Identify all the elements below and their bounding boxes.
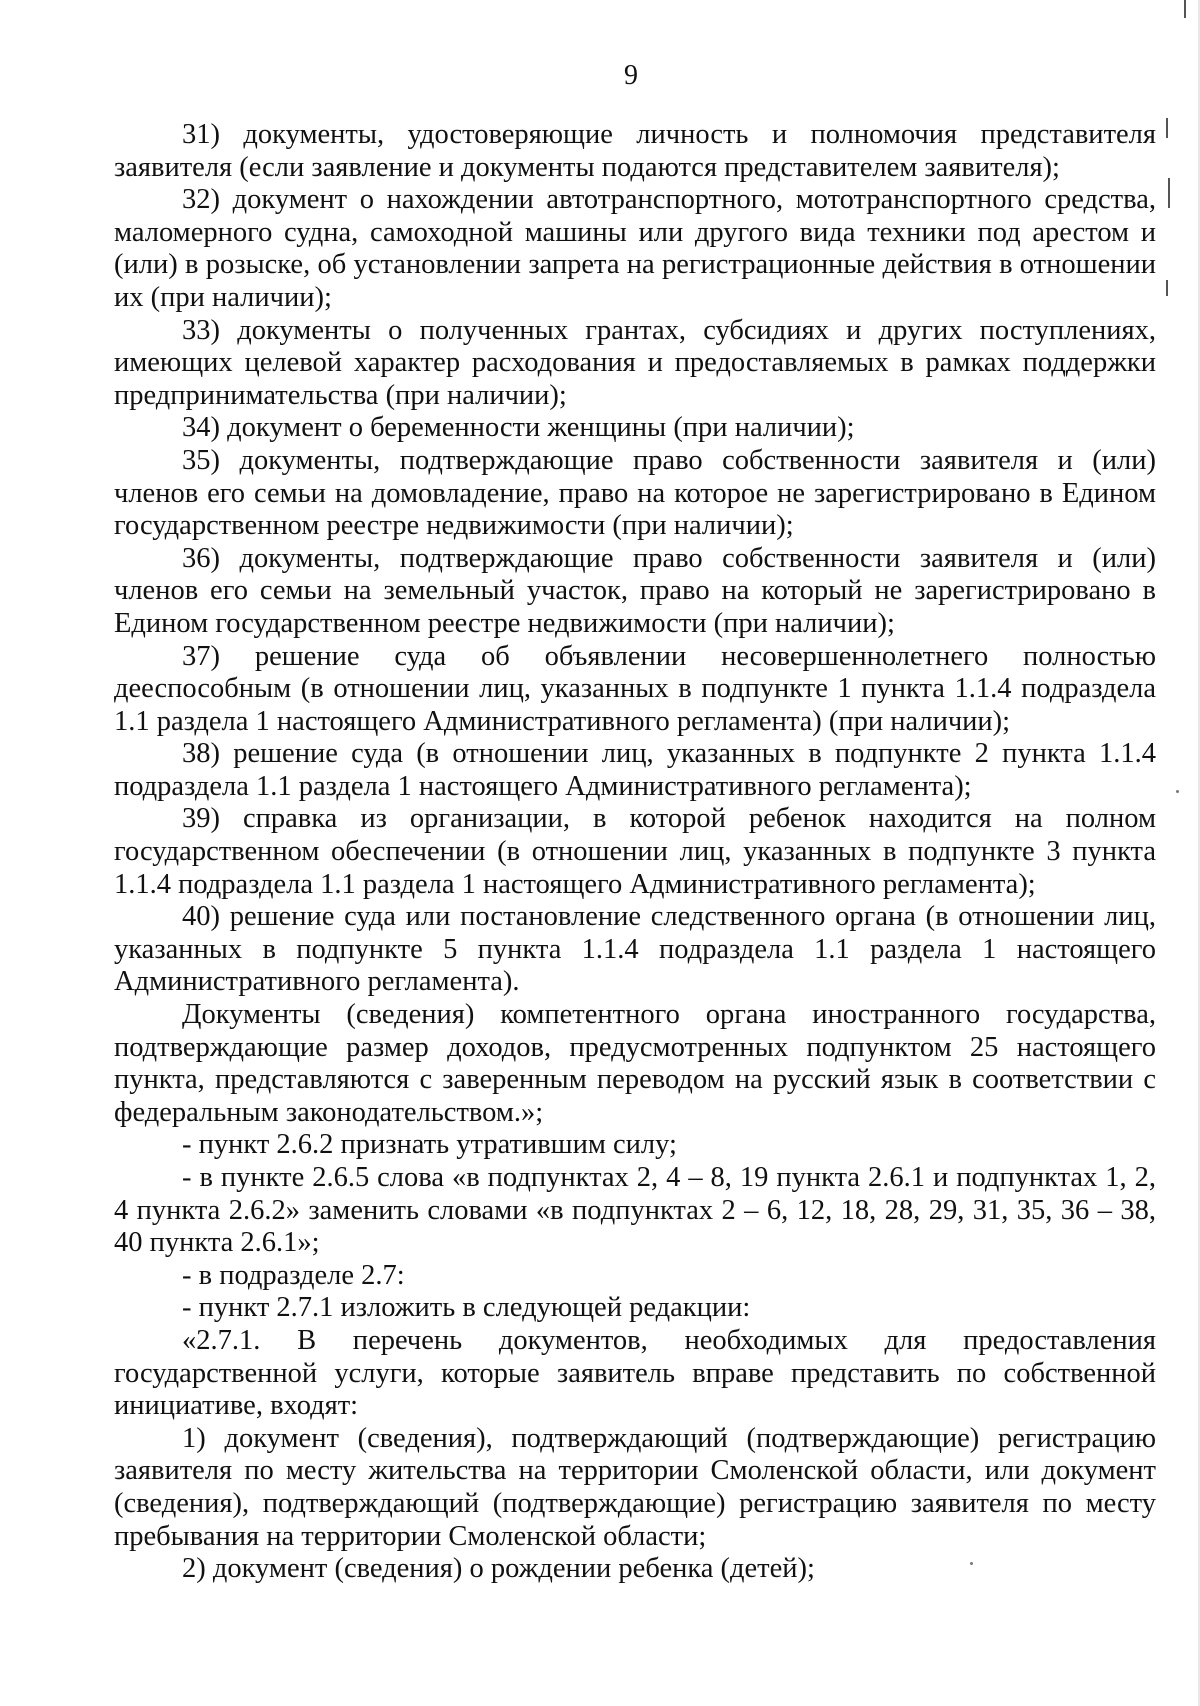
paragraph-31: 31) документы, удостоверяющие личность и полномочия представителя заявителя (если заявление и документы подаются представителем заявителя); [114, 119, 1156, 183]
paragraph-list-2: 2) документ (сведения) о рождении ребенка (детей); [182, 1553, 815, 1585]
paragraph-item-2-7-1: - пункт 2.7.1 изложить в следующей редакции: [182, 1292, 751, 1324]
paragraph-subsection-2-7: - в подразделе 2.7: [182, 1259, 405, 1291]
paragraph-33: 33) документы о полученных грантах, субсидиях и других поступлениях, имеющих целевой характер расходования и предоставляемых в рамках поддержки предпринимательства (при наличии); [114, 314, 1156, 411]
paragraph-item-2-6-2: - пункт 2.6.2 признать утратившим силу; [182, 1129, 677, 1161]
scan-mark-2 [1168, 178, 1170, 208]
paragraph-32: 32) документ о нахождении автотранспортного, мототранспортного средства, маломерного судна, самоходной машины или другого вида техники под арестом и (или) в розыске, об установлении запрета на регистрационные действия в отношении их (при наличии); [114, 184, 1156, 313]
scan-mark-1 [1166, 118, 1168, 138]
paragraph-39: 39) справка из организации, в которой ребенок находится на полном государственном обеспечении (в отношении лиц, указанных в подпункте 3 пункта 1.1.4 подраздела 1.1 раздела 1 настоящего Административного регламента); [114, 803, 1156, 900]
scan-mark-top [1184, 0, 1186, 18]
paragraph-item-2-6-5: - в пункте 2.6.5 слова «в подпунктах 2, 4 – 8, 19 пункта 2.6.1 и подпунктах 1, 2, 4 пункта 2.6.2» заменить словами «в подпунктах 2 – 6, 12, 18, 28, 29, 31, 35, 36 – 38, 40 пункта 2.6.1»; [114, 1162, 1156, 1259]
paragraph-37: 37) решение суда об объявлении несовершеннолетнего полностью дееспособным (в отношении лиц, указанных в подпункте 1 пункта 1.1.4 подраздела 1.1 раздела 1 настоящего Административного регламента) (при наличии); [114, 640, 1156, 737]
document-body [114, 119, 1156, 1586]
paragraph-foreign-documents: Документы (сведения) компетентного органа иностранного государства, подтверждающие размер доходов, предусмотренных подпунктом 25 настоящего пункта, представляются с заверенным переводом на русский язык в соответствии с федеральным законодательством.»; [114, 999, 1156, 1128]
scan-mark-3 [1166, 280, 1168, 296]
paragraph-40: 40) решение суда или постановление следственного органа (в отношении лиц, указанных в подпункте 5 пункта 1.1.4 подраздела 1.1 раздела 1 настоящего Административного регламента). [114, 901, 1156, 998]
paragraph-2-7-1-text: «2.7.1. В перечень документов, необходимых для предоставления государственной услуги, которые заявитель вправе представить по собственной инициативе, входят: [114, 1324, 1156, 1422]
scan-dot-1 [1176, 790, 1179, 793]
paragraph-35: 35) документы, подтверждающие право собственности заявителя и (или) членов его семьи на домовладение, право на которое не зарегистрировано в Едином государственном реестре недвижимости (при наличии); [114, 444, 1156, 542]
scan-dot-2 [970, 1562, 973, 1565]
paragraph-list-1: 1) документ (сведения), подтверждающий (подтверждающие) регистрацию заявителя по месту жительства на территории Смоленской области, или документ (сведения), подтверждающий (подтверждающие) регистрацию заявителя по месту пребывания на территории Смоленской области; [114, 1422, 1156, 1552]
paragraph-34: 34) документ о беременности женщины (при наличии); [182, 412, 855, 444]
paragraph-36: 36) документы, подтверждающие право собственности заявителя и (или) членов его семьи на земельный участок, право на который не зарегистрировано в Едином государственном реестре недвижимости (при наличии); [114, 542, 1156, 639]
page-number: 9 [624, 60, 638, 91]
paragraph-38: 38) решение суда (в отношении лиц, указанных в подпункте 2 пункта 1.1.4 подраздела 1.1 раздела 1 настоящего Административного регламента); [114, 738, 1156, 802]
